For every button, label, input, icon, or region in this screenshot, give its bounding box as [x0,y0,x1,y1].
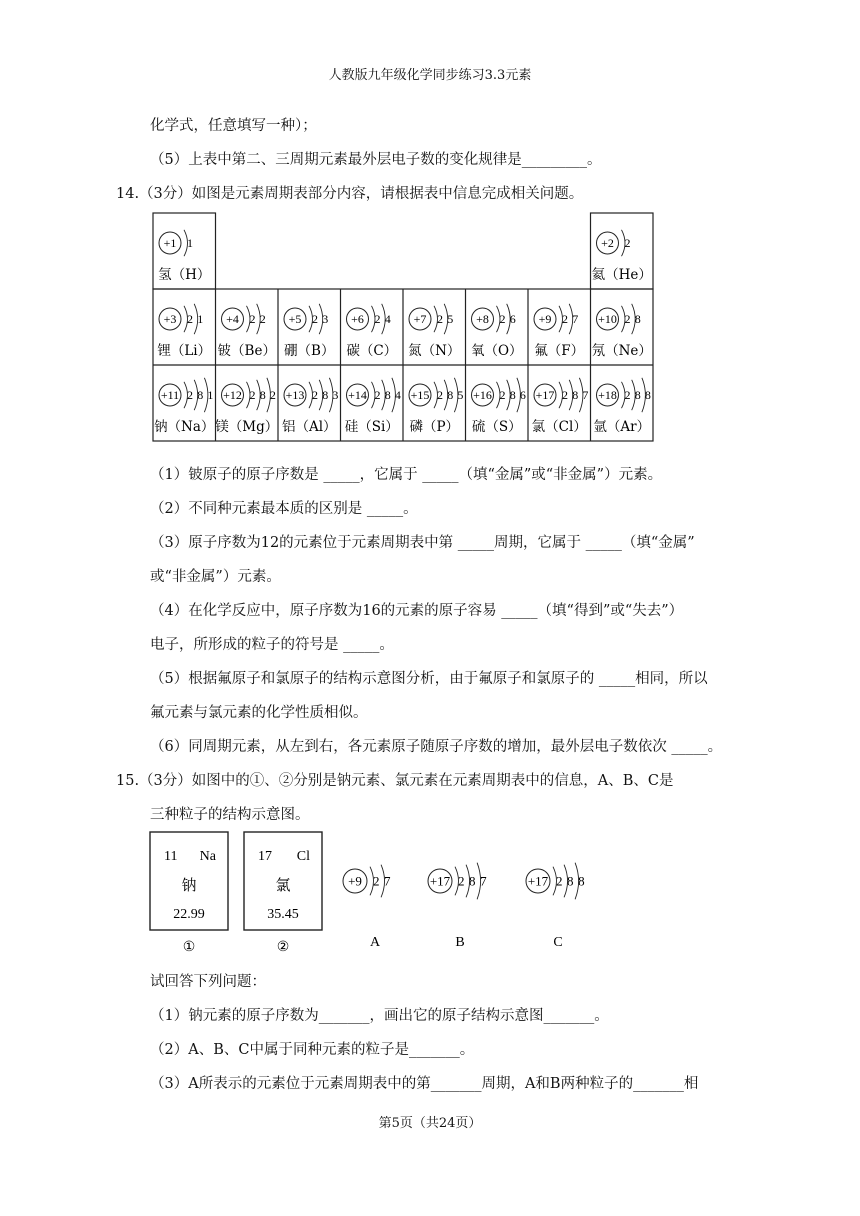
element-symbol: Na [199,849,216,864]
nuclear-charge: +13 [285,388,305,403]
nuclear-charge: +17 [527,873,549,889]
shell-electron-count: 8 [197,388,204,403]
nuclear-charge: +9 [538,312,552,327]
shell-electron-count: 2 [374,388,381,403]
nuclear-charge: +2 [601,236,614,251]
atom-structure-diagram [159,230,193,256]
element-name: 氧（O） [470,343,523,359]
shell-electron-count: 2 [499,312,506,327]
question-14-4: （4）在化学反应中，原子序数为16的元素的原子容易 _____（填“得到”或“失去”） [150,603,684,619]
shell-electron-count: 2 [312,388,318,403]
atom-structure-diagram [597,230,631,256]
element-name: 氖（Ne） [591,343,652,359]
page-header: 人教版九年级化学同步练习3.3元素 [328,68,532,83]
question-14-4-cont: 电子，所形成的粒子的符号是 _____。 [150,637,394,653]
nuclear-charge: +7 [413,312,427,327]
page-footer: 第5页（共24页） [378,1116,482,1131]
shell-electron-count: 8 [447,388,454,403]
element-name: 硼（B） [284,343,335,359]
nuclear-charge: +12 [223,388,242,403]
shell-electron-count: 5 [457,388,464,403]
atom-structure-diagram [428,863,487,900]
periodic-table-figure [152,212,654,448]
shell-electron-count: 8 [509,388,516,403]
question-14-1: （1）铍原子的原子序数是 _____，它属于 _____（填“金属”或“非金属”）元素。 [150,467,663,483]
atom-structure-diagram [534,304,578,334]
text-line: 化学式，任意填写一种）； [150,118,317,134]
atom-structure-diagram [472,304,516,334]
shell-electron-count: 8 [567,873,574,889]
shell-electron-count: 7 [480,873,487,889]
nuclear-charge: +1 [163,236,177,251]
question-15-1: （1）钠元素的原子序数为_______，画出它的原子结构示意图_______。 [150,1008,609,1024]
atom-structure-diagram [284,378,338,412]
element-symbol: Cl [296,849,310,864]
shell-electron-count: 8 [644,388,651,403]
atomic-mass: 35.45 [267,907,299,922]
nuclear-charge: +18 [598,388,617,403]
nuclear-charge: +3 [163,312,177,327]
shell-electron-count: 8 [634,312,641,327]
nuclear-charge: +8 [476,312,489,327]
atomic-number: 17 [258,849,272,864]
shell-electron-count: 2 [556,873,563,889]
figure-label: C [553,935,563,950]
nuclear-charge: +17 [535,388,555,403]
element-name: 氯 [275,876,291,894]
nuclear-charge: +14 [348,388,367,403]
nuclear-charge: +16 [473,388,492,403]
atom-structure-diagram [284,304,328,334]
atom-structure-diagram [409,304,453,334]
atom-structure-diagram [534,378,588,412]
element-name: 硅（Si） [344,419,399,435]
shell-electron-count: 2 [437,388,443,403]
element-info-figure [140,826,640,960]
shell-electron-count: 2 [312,312,318,327]
element-name: 氢（H） [158,267,211,283]
shell-electron-count: 2 [437,312,443,327]
element-name: 碳（C） [346,343,398,359]
shell-electron-count: 4 [394,388,401,403]
shell-electron-count: 2 [499,388,506,403]
atom-structure-diagram [597,304,641,334]
shell-electron-count: 2 [624,236,631,251]
figure-label: ① [182,939,196,955]
nuclear-charge: +10 [598,312,617,327]
shell-electron-count: 8 [384,388,391,403]
nuclear-charge: +15 [410,388,430,403]
atom-structure-diagram [526,863,585,900]
question-15-2: （2）A、B、C中属于同种元素的粒子是_______。 [150,1042,475,1058]
element-name: 氩（Ar） [593,419,651,435]
shell-electron-count: 2 [249,388,256,403]
shell-electron-count: 6 [509,312,516,327]
atomic-number: 11 [164,849,178,864]
nuclear-charge: +9 [348,873,362,889]
atom-structure-diagram [343,865,391,898]
atom-structure-diagram [597,378,651,412]
element-name: 铝（Al） [281,419,337,435]
shell-electron-count: 5 [447,312,454,327]
element-name: 氟（F） [534,343,585,359]
shell-electron-count: 2 [187,388,193,403]
shell-electron-count: 8 [322,388,329,403]
nuclear-charge: +6 [351,312,364,327]
element-name: 钠（Na） [154,419,215,435]
element-name: 锂（Li） [157,343,212,359]
shell-electron-count: 3 [332,388,339,403]
element-name: 磷（P） [409,419,460,435]
atomic-mass: 22.99 [173,907,205,922]
figure-label: A [369,935,381,950]
figure-label: ② [276,939,290,955]
shell-electron-count: 2 [624,388,631,403]
atom-structure-diagram [472,378,526,412]
question-15-intro: 试回答下列问题： [150,974,266,990]
question-14-2: （2）不同种元素最本质的区别是 _____。 [150,501,418,517]
shell-electron-count: 1 [187,236,193,251]
shell-electron-count: 2 [458,873,465,889]
atom-structure-diagram [159,378,213,412]
question-14-5: （5）根据氟原子和氯原子的结构示意图分析，由于氟原子和氯原子的 _____相同，所以 [150,671,708,687]
shell-electron-count: 2 [374,312,381,327]
element-name: 氦（He） [591,267,652,283]
element-name: 钠 [181,876,197,894]
shell-electron-count: 4 [384,312,391,327]
question-14-6: （6）同周期元素，从左到右，各元素原子随原子序数的增加，最外层电子数依次 _____。 [150,739,723,755]
question-15-title: 15.（3分）如图中的①、②分别是钠元素、氯元素在元素周期表中的信息，A、B、C是 [116,773,674,789]
element-name: 镁（Mg） [215,419,279,435]
shell-electron-count: 2 [187,312,193,327]
question-15-3: （3）A所表示的元素位于元素周期表中的第_______周期，A和B两种粒子的_______相 [150,1076,699,1092]
nuclear-charge: +17 [429,873,451,889]
shell-electron-count: 8 [578,873,585,889]
shell-electron-count: 8 [634,388,641,403]
element-name: 铍（Be） [217,343,276,359]
shell-electron-count: 7 [582,388,589,403]
shell-electron-count: 2 [259,312,266,327]
atom-structure-diagram [222,304,266,334]
shell-electron-count: 2 [269,388,276,403]
shell-electron-count: 2 [373,873,380,889]
figure-label: B [455,935,465,950]
shell-electron-count: 8 [259,388,266,403]
element-name: 氯（Cl） [531,419,587,435]
shell-electron-count: 2 [562,388,568,403]
question-13-5: （5）上表中第二、三周期元素最外层电子数的变化规律是_________。 [150,152,602,168]
shell-electron-count: 1 [197,312,204,327]
question-15-title-cont: 三种粒子的结构示意图。 [150,807,310,823]
shell-electron-count: 8 [469,873,476,889]
shell-electron-count: 1 [207,388,214,403]
shell-electron-count: 2 [624,312,631,327]
shell-electron-count: 3 [322,312,329,327]
atom-structure-diagram [347,378,401,412]
shell-electron-count: 7 [384,873,391,889]
question-14-title: 14.（3分）如图是元素周期表部分内容，请根据表中信息完成相关问题。 [116,186,584,202]
atom-structure-diagram [222,378,276,412]
question-14-3: （3）原子序数为12的元素位于元素周期表中第 _____周期，它属于 _____（填“金属” [150,535,695,551]
nuclear-charge: +4 [226,312,239,327]
question-14-3-cont: 或“非金属”）元素。 [150,569,281,585]
atom-structure-diagram [347,304,391,334]
shell-electron-count: 6 [519,388,526,403]
element-name: 硫（S） [471,419,522,435]
atom-structure-diagram [159,304,203,334]
shell-electron-count: 2 [562,312,568,327]
shell-electron-count: 8 [572,388,579,403]
nuclear-charge: +5 [288,312,302,327]
shell-electron-count: 2 [249,312,256,327]
element-name: 氮（N） [408,343,461,359]
nuclear-charge: +11 [160,388,180,403]
atom-structure-diagram [409,378,463,412]
question-14-5-cont: 氟元素与氯元素的化学性质相似。 [150,705,368,721]
shell-electron-count: 7 [572,312,579,327]
